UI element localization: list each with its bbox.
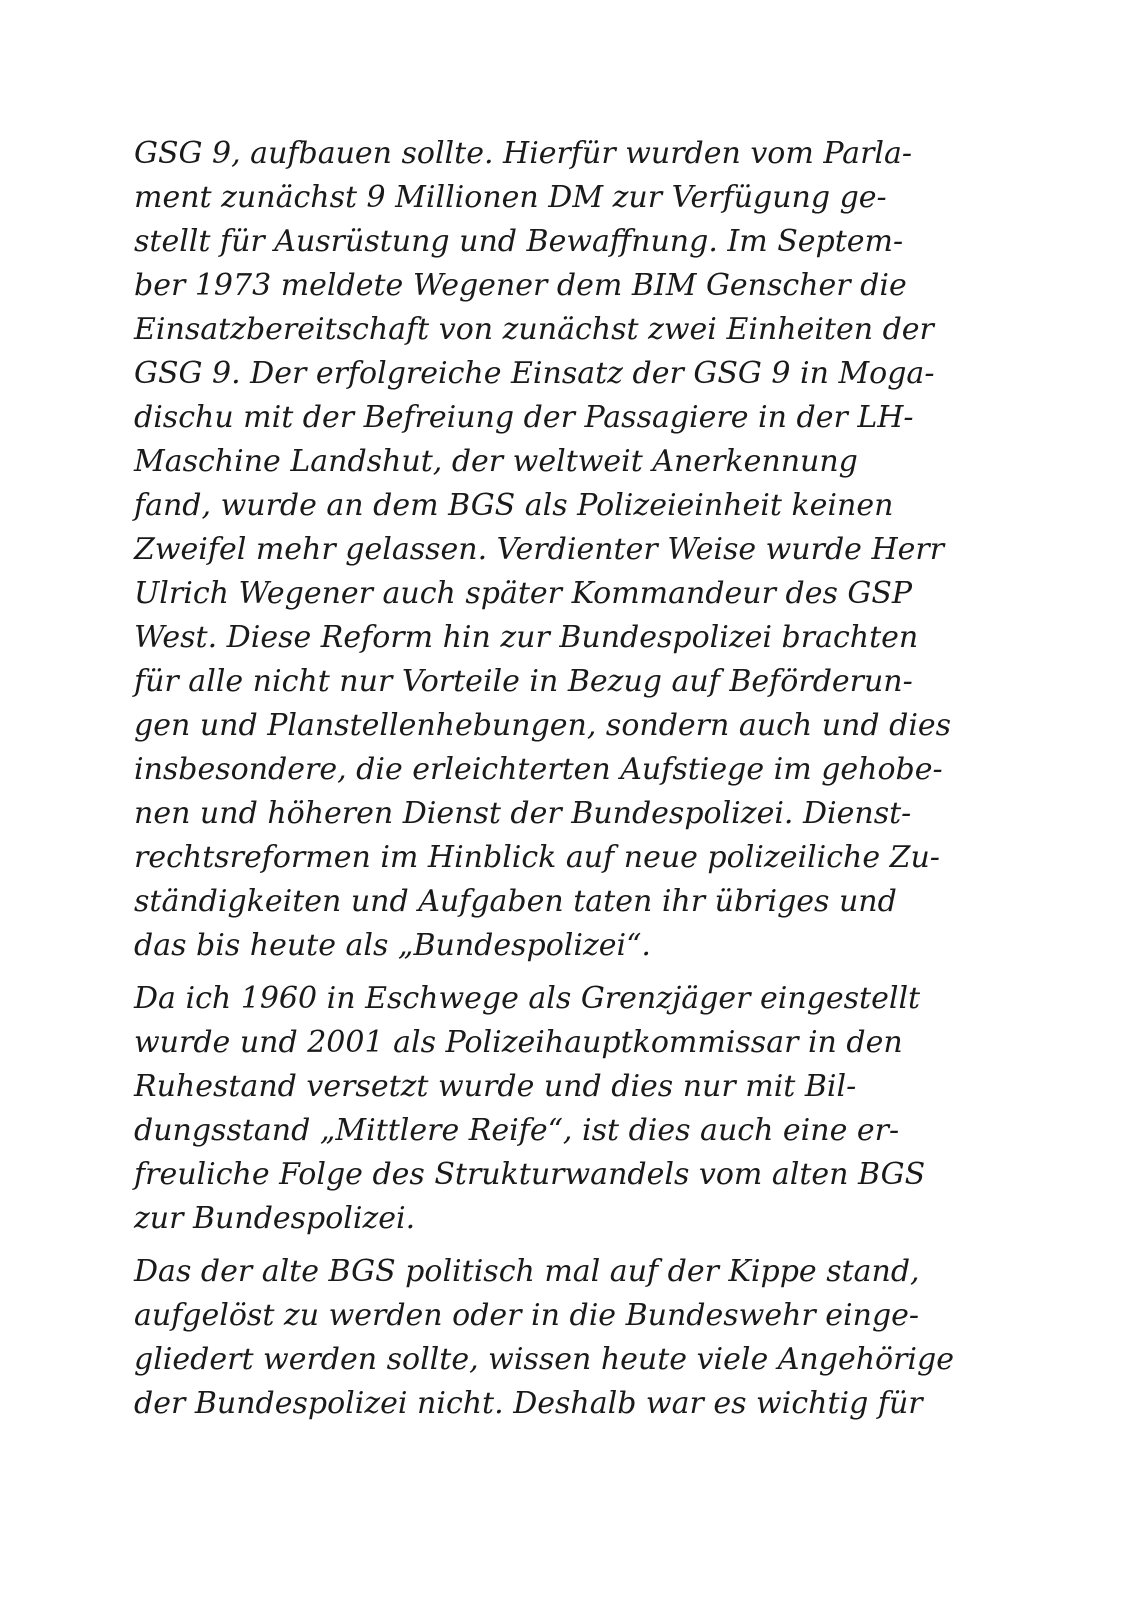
text-line: dungsstand „Mittlere Reife“, ist dies auch eine er- [134, 1113, 900, 1148]
text-line: Ulrich Wegener auch später Kommandeur des GSP [134, 576, 913, 611]
text-line: Einsatzbereitschaft von zunächst zwei Einheiten der [134, 312, 934, 347]
text-line: ber 1973 meldete Wegener dem BIM Genscher die [134, 268, 907, 303]
text-line: GSG 9, aufbauen sollte. Hierfür wurden vom Parla- [134, 136, 913, 171]
paragraph-2 [134, 977, 984, 1241]
text-line: West. Diese Reform hin zur Bundespolizei brachten [134, 620, 919, 655]
text-line: insbesondere, die erleichterten Aufstiege im gehobe- [134, 752, 943, 787]
body-text [134, 132, 984, 1435]
text-line: das bis heute als „Bundespolizei“. [134, 928, 651, 963]
text-line: ständigkeiten und Aufgaben taten ihr übriges und [134, 884, 897, 919]
text-line: Das der alte BGS politisch mal auf der Kippe stand, [134, 1254, 920, 1289]
text-line: Zweifel mehr gelassen. Verdienter Weise wurde Herr [134, 532, 945, 567]
paragraph-3 [134, 1250, 984, 1426]
paragraph-1 [134, 132, 984, 968]
text-line: gliedert werden sollte, wissen heute viele Angehörige [134, 1342, 954, 1377]
text-line: nen und höheren Dienst der Bundespolizei. Dienst- [134, 796, 912, 831]
text-line: aufgelöst zu werden oder in die Bundeswehr einge- [134, 1298, 920, 1333]
text-line: zur Bundespolizei. [134, 1201, 416, 1236]
text-line: rechtsreformen im Hinblick auf neue polizeiliche Zu- [134, 840, 940, 875]
text-line: freuliche Folge des Strukturwandels vom alten BGS [134, 1157, 926, 1192]
text-line: wurde und 2001 als Polizeihauptkommissar in den [134, 1025, 903, 1060]
text-line: fand, wurde an dem BGS als Polizeieinheit keinen [134, 488, 894, 523]
text-line: gen und Planstellenhebungen, sondern auch und dies [134, 708, 952, 743]
text-line: der Bundespolizei nicht. Deshalb war es wichtig für [134, 1386, 923, 1421]
text-line: Da ich 1960 in Eschwege als Grenzjäger eingestellt [134, 981, 921, 1016]
text-line: ment zunächst 9 Millionen DM zur Verfügung ge- [134, 180, 887, 215]
text-line: Ruhestand versetzt wurde und dies nur mit Bil- [134, 1069, 857, 1104]
text-line: Maschine Landshut, der weltweit Anerkennung [134, 444, 858, 479]
text-line: dischu mit der Befreiung der Passagiere in der LH- [134, 400, 914, 435]
text-line: für alle nicht nur Vorteile in Bezug auf Beförderun- [134, 664, 913, 699]
text-line: GSG 9. Der erfolgreiche Einsatz der GSG 9 in Moga- [134, 356, 935, 391]
text-line: stellt für Ausrüstung und Bewaffnung. Im Septem- [134, 224, 904, 259]
